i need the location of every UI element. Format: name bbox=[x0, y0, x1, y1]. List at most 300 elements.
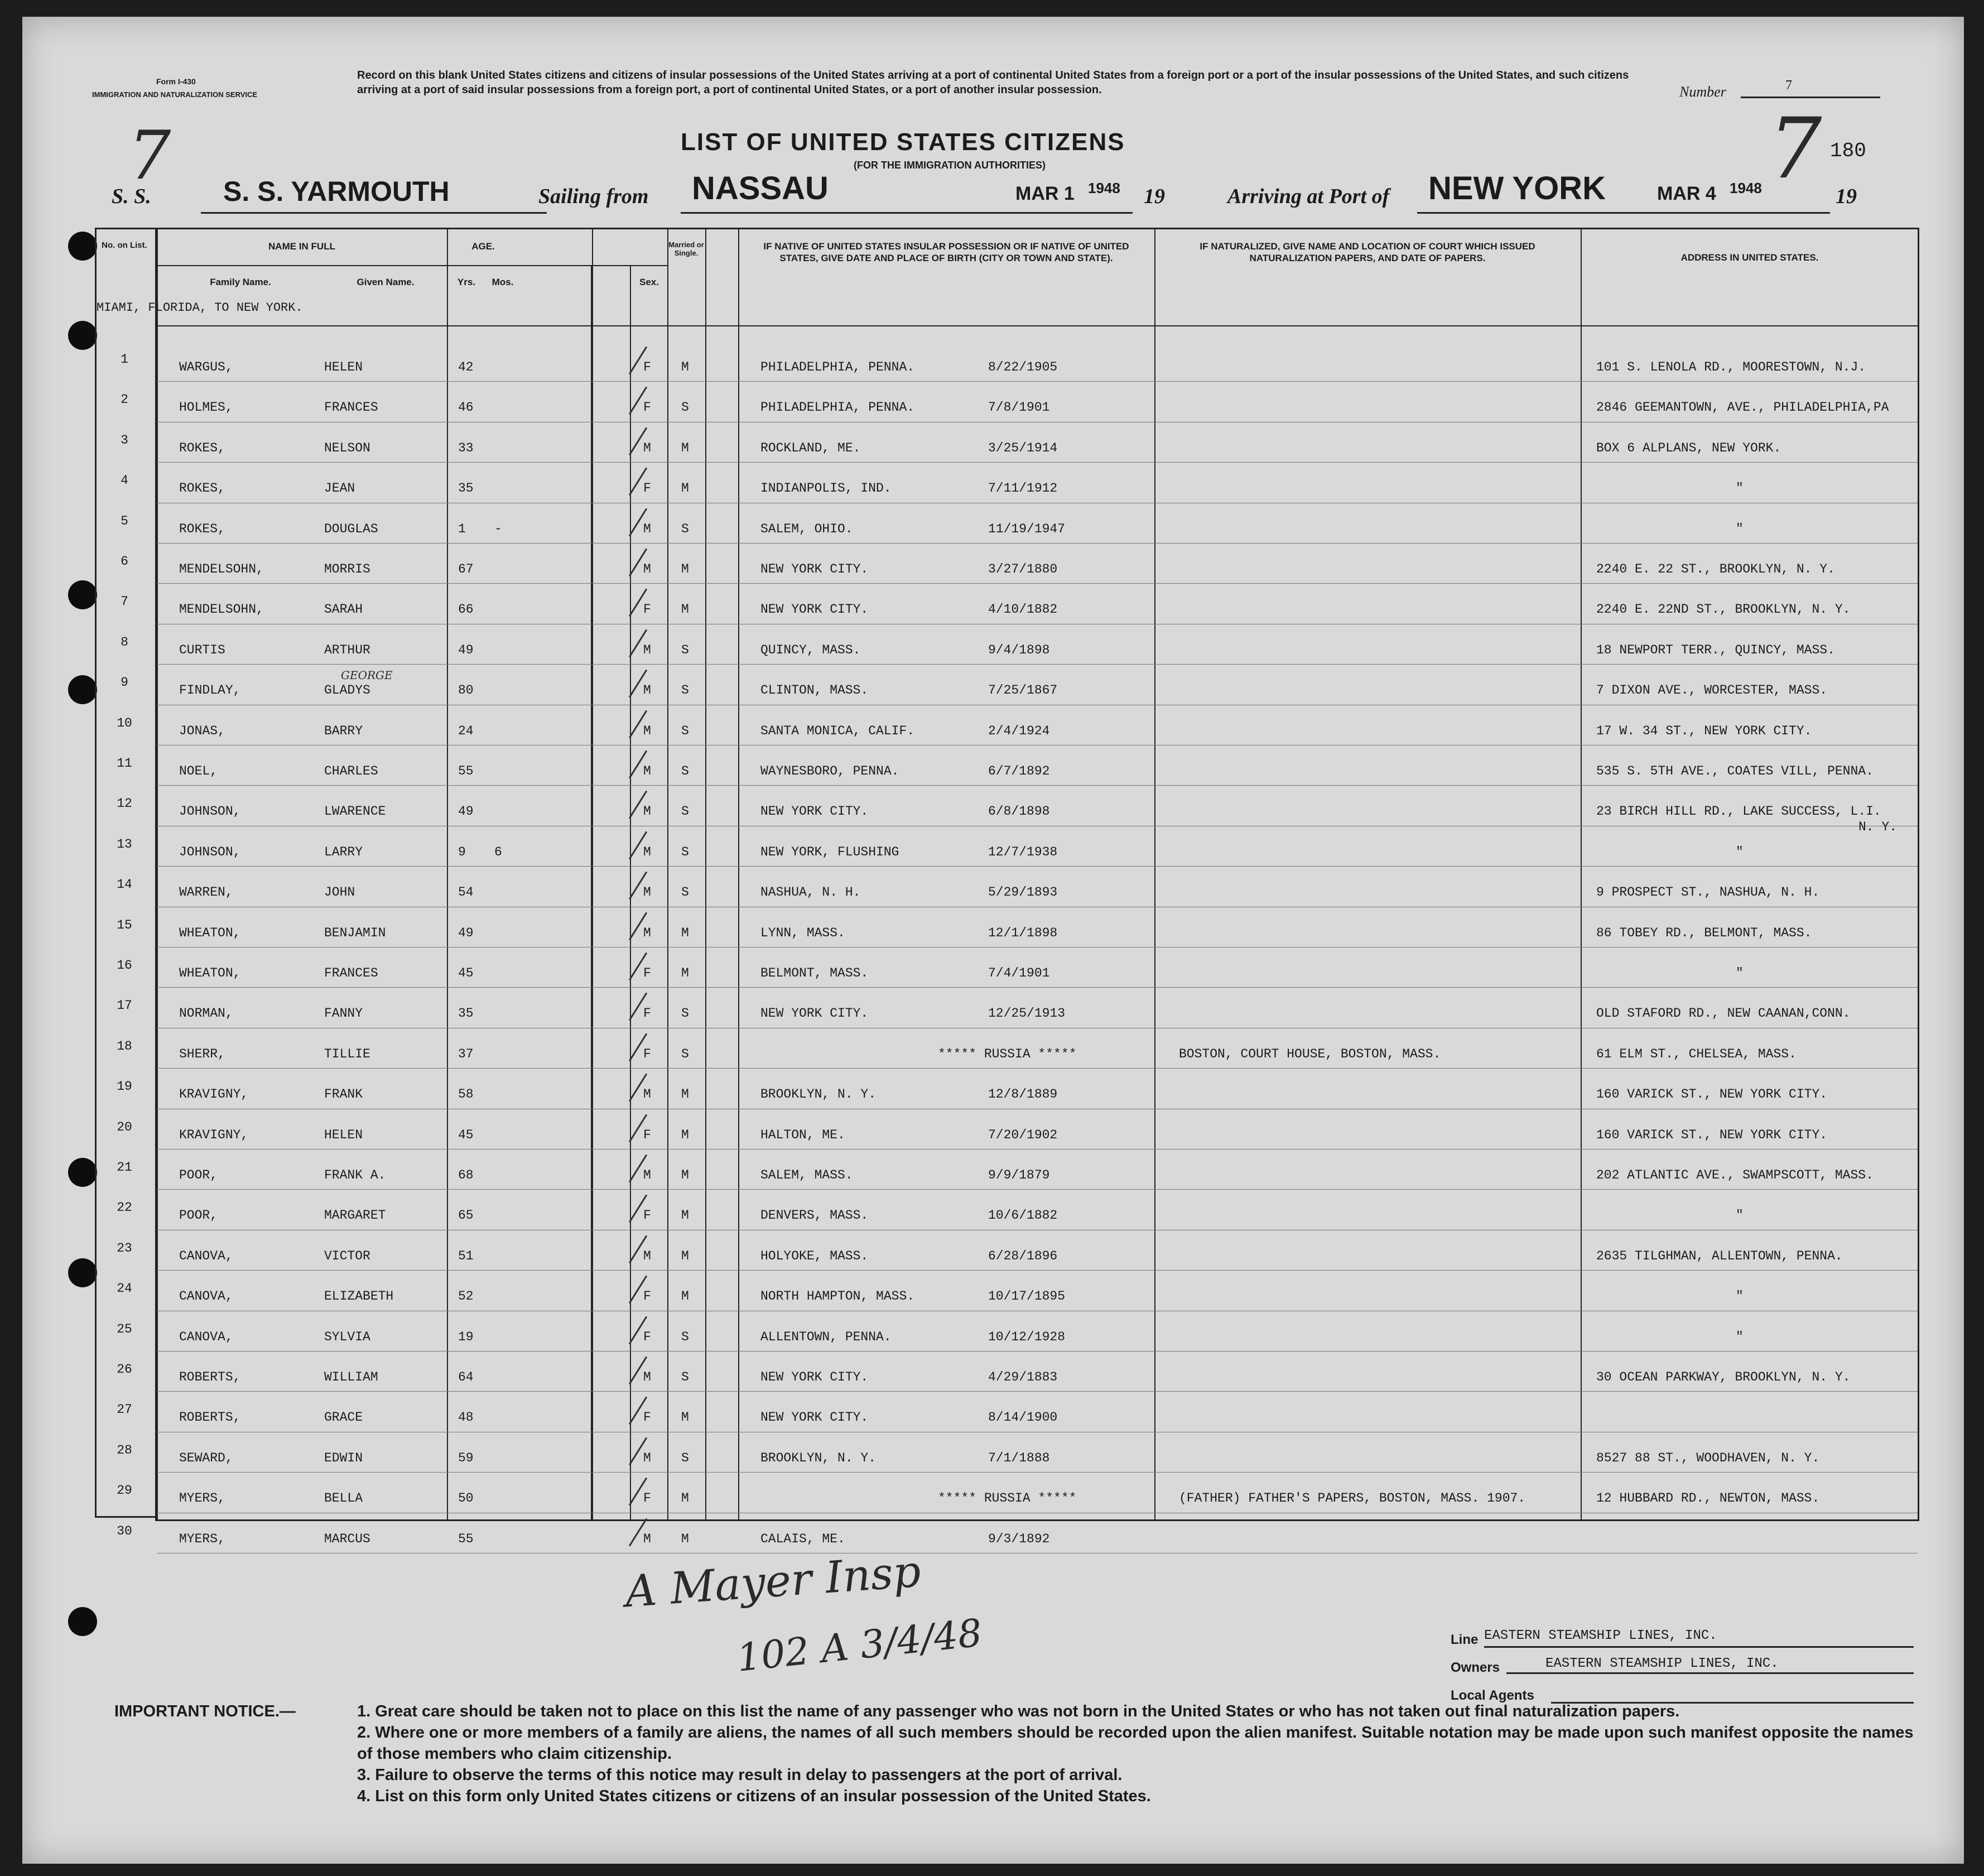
col-birth: IF NATIVE OF UNITED STATES INSULAR POSSESSION OR IF NATIVE OF UNITED STATES, GIVE DATE AND PLACE OF BIRTH (CITY OR TOWN AND STATE). bbox=[763, 241, 1129, 263]
cell-given: CHARLES bbox=[324, 764, 378, 778]
cell-family: NORMAN, bbox=[179, 1006, 233, 1021]
col-sex: Sex. bbox=[639, 277, 659, 287]
cell-ms: M bbox=[681, 1208, 689, 1223]
punch-hole bbox=[68, 232, 97, 261]
cell-date: 8/14/1900 bbox=[988, 1410, 1058, 1425]
cell-place: SALEM, OHIO. bbox=[760, 521, 853, 536]
table-row bbox=[157, 1472, 1918, 1512]
cell-family: WARREN, bbox=[179, 885, 233, 900]
cell-family: CANOVA, bbox=[179, 1289, 233, 1304]
cell-family: MENDELSOHN, bbox=[179, 602, 264, 617]
cell-ms: M bbox=[681, 360, 689, 374]
cell-place: NEW YORK, FLUSHING bbox=[760, 844, 899, 859]
cell-given: ELIZABETH bbox=[324, 1289, 394, 1304]
owners-value: EASTERN STEAMSHIP LINES, INC. bbox=[1506, 1656, 1914, 1674]
row-number: 14 bbox=[117, 877, 132, 892]
cell-family: POOR, bbox=[179, 1208, 218, 1223]
cell-yrs: 55 bbox=[458, 1531, 474, 1546]
table-row bbox=[157, 705, 1918, 745]
row-number: 30 bbox=[117, 1523, 132, 1538]
col-address: ADDRESS IN UNITED STATES. bbox=[1680, 252, 1819, 263]
row-number: 13 bbox=[117, 836, 132, 852]
notice-items bbox=[357, 1701, 1919, 1807]
cell-sex: M bbox=[643, 844, 651, 859]
cell-addr: 23 BIRCH HILL RD., LAKE SUCCESS, L.I. bbox=[1596, 804, 1881, 819]
cell-given: NELSON bbox=[324, 440, 370, 455]
cell-place: ***** RUSSIA ***** bbox=[938, 1046, 1077, 1061]
no-column bbox=[95, 228, 155, 1538]
row-number: 8 bbox=[121, 634, 128, 650]
cell-date: 7/4/1901 bbox=[988, 966, 1050, 980]
punch-hole bbox=[68, 1158, 97, 1187]
row-number: 22 bbox=[117, 1200, 132, 1215]
cell-yrs: 49 bbox=[458, 804, 474, 819]
row-number: 15 bbox=[117, 917, 132, 932]
cell-addr: " bbox=[1736, 966, 1744, 980]
sail-date: MAR 1 bbox=[1015, 183, 1075, 204]
cell-family: KRAVIGNY, bbox=[179, 1087, 249, 1102]
cell-given: MARCUS bbox=[324, 1531, 370, 1546]
cell-ms: M bbox=[681, 602, 689, 617]
col-married: Married or Single. bbox=[668, 240, 704, 257]
cell-date: 10/17/1895 bbox=[988, 1289, 1066, 1304]
cell-addr: OLD STAFORD RD., NEW CAANAN,CONN. bbox=[1596, 1006, 1851, 1021]
cell-yrs: 49 bbox=[458, 925, 474, 940]
cell-date: 9/4/1898 bbox=[988, 642, 1050, 657]
cell-sex: F bbox=[643, 1410, 651, 1425]
cell-family: WHEATON, bbox=[179, 966, 241, 980]
cell-yrs: 35 bbox=[458, 481, 474, 496]
cell-yrs: 65 bbox=[458, 1208, 474, 1223]
cell-ms: S bbox=[681, 844, 689, 859]
from-port: NASSAU bbox=[692, 170, 829, 206]
cell-nat: BOSTON, COURT HOUSE, BOSTON, MASS. bbox=[1179, 1046, 1441, 1061]
cell-place: BELMONT, MASS. bbox=[760, 966, 869, 980]
cell-family: WHEATON, bbox=[179, 925, 241, 940]
cell-place: NEW YORK CITY. bbox=[760, 602, 869, 617]
cell-yrs: 67 bbox=[458, 562, 474, 576]
cell-family: CANOVA, bbox=[179, 1329, 233, 1344]
cell-family: JONAS, bbox=[179, 723, 225, 738]
cell-place: CALAIS, ME. bbox=[760, 1531, 845, 1546]
cell-family: JOHNSON, bbox=[179, 844, 241, 859]
cell-ms: M bbox=[681, 562, 689, 576]
row-number: 20 bbox=[117, 1119, 132, 1134]
table-row bbox=[157, 1432, 1918, 1472]
cell-sex: M bbox=[643, 521, 651, 536]
cell-date: 7/20/1902 bbox=[988, 1127, 1058, 1142]
cell-place: CLINTON, MASS. bbox=[760, 683, 869, 698]
cell-mos: 6 bbox=[494, 844, 502, 859]
cell-sex: M bbox=[643, 683, 651, 698]
cell-sex: M bbox=[643, 642, 651, 657]
col-age: AGE. bbox=[471, 241, 495, 252]
cell-given: LARRY bbox=[324, 844, 363, 859]
cell-date: 6/7/1892 bbox=[988, 764, 1050, 778]
agents-label: Local Agents bbox=[1451, 1688, 1534, 1703]
arrive-year-prefix: 19 bbox=[1836, 185, 1857, 208]
punch-hole bbox=[68, 580, 97, 609]
sheet-count: 180 bbox=[1830, 140, 1866, 162]
row-number: 18 bbox=[117, 1038, 132, 1054]
cell-sex: M bbox=[643, 925, 651, 940]
cell-ms: S bbox=[681, 400, 689, 415]
cell-date: 12/8/1889 bbox=[988, 1087, 1058, 1102]
route-note: MIAMI, FLORIDA, TO NEW YORK. bbox=[97, 301, 303, 315]
notice-item: 1. Great care should be taken not to place on this list the name of any passenger who was not born in the United States or who has not taken out final naturalization papers. bbox=[357, 1702, 1680, 1720]
cell-family: CANOVA, bbox=[179, 1248, 233, 1263]
table-row bbox=[157, 1109, 1918, 1149]
cell-place: HALTON, ME. bbox=[760, 1127, 845, 1142]
cell-ms: S bbox=[681, 764, 689, 778]
cell-place: SALEM, MASS. bbox=[760, 1168, 853, 1182]
cell-ms: M bbox=[681, 1168, 689, 1182]
cell-date: 7/25/1867 bbox=[988, 683, 1058, 698]
cell-given: FANNY bbox=[324, 1006, 363, 1021]
cell-sex: F bbox=[643, 1491, 651, 1506]
cell-family: KRAVIGNY, bbox=[179, 1127, 249, 1142]
cell-given: WILLIAM bbox=[324, 1370, 378, 1384]
row-number: 12 bbox=[117, 796, 132, 811]
cell-addr: 202 ATLANTIC AVE., SWAMPSCOTT, MASS. bbox=[1596, 1168, 1874, 1182]
cell-family: MENDELSOHN, bbox=[179, 562, 264, 576]
cell-addr-cont: N. Y. bbox=[1858, 820, 1898, 835]
cell-sex: F bbox=[643, 481, 651, 496]
col-family-name: Family Name. bbox=[210, 277, 271, 287]
cell-given: JOHN bbox=[324, 885, 355, 900]
cell-place: NORTH HAMPTON, MASS. bbox=[760, 1289, 915, 1304]
cell-sex: M bbox=[643, 804, 651, 819]
cell-addr: 30 OCEAN PARKWAY, BROOKLYN, N. Y. bbox=[1596, 1370, 1851, 1384]
cell-given: EDWIN bbox=[324, 1450, 363, 1465]
cell-addr: 8527 88 ST., WOODHAVEN, N. Y. bbox=[1596, 1450, 1820, 1465]
cell-place: DENVERS, MASS. bbox=[760, 1208, 869, 1223]
table-row bbox=[157, 826, 1918, 866]
cell-date: 9/3/1892 bbox=[988, 1531, 1050, 1546]
arrive-date-line bbox=[1657, 179, 1830, 214]
row-number: 4 bbox=[121, 473, 128, 488]
cell-yrs: 50 bbox=[458, 1491, 474, 1506]
cell-addr: 7 DIXON AVE., WORCESTER, MASS. bbox=[1596, 683, 1828, 698]
cell-family: HOLMES, bbox=[179, 400, 233, 415]
cell-ms: M bbox=[681, 1248, 689, 1263]
cell-sex: F bbox=[643, 400, 651, 415]
cell-family: FINDLAY, bbox=[179, 683, 241, 698]
cell-sex: M bbox=[643, 1248, 651, 1263]
table-row bbox=[157, 1028, 1918, 1068]
cell-place: NEW YORK CITY. bbox=[760, 1006, 869, 1021]
cell-addr: " bbox=[1736, 1329, 1744, 1344]
cell-ms: S bbox=[681, 521, 689, 536]
punch-hole bbox=[68, 321, 97, 350]
table-row bbox=[157, 1149, 1918, 1189]
table-row bbox=[157, 462, 1918, 502]
cell-sex: M bbox=[643, 1087, 651, 1102]
agency-name: IMMIGRATION AND NATURALIZATION SERVICE bbox=[92, 90, 258, 99]
row-number: 29 bbox=[117, 1483, 132, 1498]
cell-yrs: 35 bbox=[458, 1006, 474, 1021]
cell-place: SANTA MONICA, CALIF. bbox=[760, 723, 915, 738]
table-row bbox=[157, 1068, 1918, 1108]
table-row bbox=[157, 543, 1918, 583]
cell-sex: F bbox=[643, 1329, 651, 1344]
cell-date: 10/6/1882 bbox=[988, 1208, 1058, 1223]
page-title: LIST OF UNITED STATES CITIZENS bbox=[681, 128, 1125, 156]
sailing-label: Sailing from bbox=[538, 185, 649, 208]
cell-given: SARAH bbox=[324, 602, 363, 617]
cell-date: 11/19/1947 bbox=[988, 521, 1066, 536]
cell-ms: M bbox=[681, 1087, 689, 1102]
cell-date: 7/1/1888 bbox=[988, 1450, 1050, 1465]
cell-given: GRACE bbox=[324, 1410, 363, 1425]
cell-given: VICTOR bbox=[324, 1248, 370, 1263]
handwritten-number-left: 7 bbox=[128, 117, 171, 195]
cell-yrs: 64 bbox=[458, 1370, 474, 1384]
to-port-line bbox=[1417, 170, 1657, 214]
cell-yrs: 48 bbox=[458, 1410, 474, 1425]
row-number: 5 bbox=[121, 513, 128, 528]
cell-family: ROKES, bbox=[179, 521, 225, 536]
sail-year-stamp: 1948 bbox=[1088, 180, 1120, 196]
cell-date: 12/25/1913 bbox=[988, 1006, 1066, 1021]
row-number: 23 bbox=[117, 1240, 132, 1256]
cell-addr: " bbox=[1736, 844, 1744, 859]
cell-date: 3/27/1880 bbox=[988, 562, 1058, 576]
number-value: 7 bbox=[1741, 78, 1880, 98]
table-row bbox=[157, 422, 1918, 462]
cell-ms: S bbox=[681, 642, 689, 657]
cell-addr: BOX 6 ALPLANS, NEW YORK. bbox=[1596, 440, 1781, 455]
col-age-yrs: Yrs. bbox=[457, 277, 476, 287]
row-number: 16 bbox=[117, 958, 132, 973]
cell-date: 8/22/1905 bbox=[988, 360, 1058, 374]
cell-addr: 61 ELM ST., CHELSEA, MASS. bbox=[1596, 1046, 1797, 1061]
cell-sex: M bbox=[643, 1168, 651, 1182]
cell-date: 6/28/1896 bbox=[988, 1248, 1058, 1263]
table-row bbox=[157, 624, 1918, 664]
cell-ms: M bbox=[681, 1289, 689, 1304]
cell-place: ***** RUSSIA ***** bbox=[938, 1491, 1077, 1506]
from-port-line bbox=[681, 170, 993, 214]
cell-yrs: 55 bbox=[458, 764, 474, 778]
cell-family: MYERS, bbox=[179, 1531, 225, 1546]
col-naturalized: IF NATURALIZED, GIVE NAME AND LOCATION OF COURT WHICH ISSUED NATURALIZATION PAPERS, AND DATE OF PAPERS. bbox=[1200, 241, 1535, 263]
cell-date: 10/12/1928 bbox=[988, 1329, 1066, 1344]
cell-ms: S bbox=[681, 804, 689, 819]
cell-sex: M bbox=[643, 764, 651, 778]
cell-family: NOEL, bbox=[179, 764, 218, 778]
cell-yrs: 37 bbox=[458, 1046, 474, 1061]
ship-name-line bbox=[201, 176, 547, 214]
cell-sex: F bbox=[643, 1289, 651, 1304]
table-row bbox=[157, 664, 1918, 704]
table-row bbox=[157, 1391, 1918, 1431]
cell-ms: M bbox=[681, 1410, 689, 1425]
cell-addr: 18 NEWPORT TERR., QUINCY, MASS. bbox=[1596, 642, 1835, 657]
cell-ms: S bbox=[681, 1450, 689, 1465]
row-number: 9 bbox=[121, 675, 128, 690]
row-number: 7 bbox=[121, 594, 128, 609]
cell-given: ARTHUR bbox=[324, 642, 370, 657]
row-number: 3 bbox=[121, 432, 128, 448]
cell-place: QUINCY, MASS. bbox=[760, 642, 861, 657]
cell-yrs: 19 bbox=[458, 1329, 474, 1344]
cell-ms: S bbox=[681, 885, 689, 900]
cell-family: WARGUS, bbox=[179, 360, 233, 374]
cell-mos: - bbox=[494, 521, 502, 536]
cell-yrs: 46 bbox=[458, 400, 474, 415]
notice-item: 4. List on this form only United States citizens or citizens of an insular possession of the United States. bbox=[357, 1787, 1151, 1805]
col-age-mos: Mos. bbox=[492, 277, 514, 287]
cell-yrs: 52 bbox=[458, 1289, 474, 1304]
table-row bbox=[157, 866, 1918, 906]
cell-place: PHILADELPHIA, PENNA. bbox=[760, 400, 915, 415]
sail-year-prefix: 19 bbox=[1144, 185, 1165, 208]
cell-ms: M bbox=[681, 966, 689, 980]
cell-sex: M bbox=[643, 723, 651, 738]
col-no: No. on List. bbox=[102, 240, 147, 250]
cell-given: HELEN bbox=[324, 360, 363, 374]
notice-item: 2. Where one or more members of a family are aliens, the names of all such members should be recorded upon the alien manifest. Suitable notation may be made upon such manifest opposite the names of those members who claim citizenship. bbox=[357, 1724, 1914, 1763]
cell-family: ROBERTS, bbox=[179, 1410, 241, 1425]
cell-yrs: 9 bbox=[458, 844, 466, 859]
row-number: 1 bbox=[121, 352, 128, 367]
table-row bbox=[157, 785, 1918, 835]
cell-given: GLADYS bbox=[324, 683, 370, 698]
table-row bbox=[157, 987, 1918, 1027]
cell-ms: M bbox=[681, 481, 689, 496]
cell-date: 2/4/1924 bbox=[988, 723, 1050, 738]
cell-sex: M bbox=[643, 1531, 651, 1546]
owners-label: Owners bbox=[1451, 1660, 1500, 1675]
given-name-correction: GEORGE bbox=[341, 668, 393, 682]
table-row bbox=[157, 1311, 1918, 1351]
cell-sex: F bbox=[643, 602, 651, 617]
cell-place: PHILADELPHIA, PENNA. bbox=[760, 360, 915, 374]
cell-sex: F bbox=[643, 966, 651, 980]
cell-given: JEAN bbox=[324, 481, 355, 496]
page-subtitle: (FOR THE IMMIGRATION AUTHORITIES) bbox=[854, 160, 1046, 171]
col-name-in-full: NAME IN FULL bbox=[268, 241, 335, 252]
table-row bbox=[157, 381, 1918, 421]
cell-yrs: 66 bbox=[458, 602, 474, 617]
cell-addr: " bbox=[1736, 481, 1744, 496]
ss-label: S. S. bbox=[112, 185, 151, 208]
row-number: 10 bbox=[117, 715, 132, 730]
cell-sex: M bbox=[643, 1450, 651, 1465]
cell-addr: 160 VARICK ST., NEW YORK CITY. bbox=[1596, 1087, 1828, 1102]
cell-addr: 86 TOBEY RD., BELMONT, MASS. bbox=[1596, 925, 1812, 940]
cell-ms: M bbox=[681, 925, 689, 940]
table-row bbox=[157, 1189, 1918, 1229]
cell-yrs: 1 bbox=[458, 521, 466, 536]
cell-place: ALLENTOWN, PENNA. bbox=[760, 1329, 892, 1344]
cell-yrs: 68 bbox=[458, 1168, 474, 1182]
cell-family: MYERS, bbox=[179, 1491, 225, 1506]
row-number: 27 bbox=[117, 1402, 132, 1417]
col-given-name: Given Name. bbox=[357, 277, 415, 287]
table-row bbox=[157, 947, 1918, 987]
cell-addr: 160 VARICK ST., NEW YORK CITY. bbox=[1596, 1127, 1828, 1142]
sail-date-line bbox=[993, 179, 1133, 214]
table-row bbox=[157, 583, 1918, 623]
cell-given: HELEN bbox=[324, 1127, 363, 1142]
cell-sex: F bbox=[643, 1046, 651, 1061]
cell-given: BELLA bbox=[324, 1491, 363, 1506]
arriving-label: Arriving at Port of bbox=[1227, 185, 1390, 208]
cell-addr: 2846 GEEMANTOWN, AVE., PHILADELPHIA,PA bbox=[1596, 400, 1889, 415]
cell-addr: 535 S. 5TH AVE., COATES VILL, PENNA. bbox=[1596, 764, 1874, 778]
cell-place: NASHUA, N. H. bbox=[760, 885, 861, 900]
cell-yrs: 45 bbox=[458, 1127, 474, 1142]
cell-nat: (FATHER) FATHER'S PAPERS, BOSTON, MASS. 1907. bbox=[1179, 1491, 1526, 1506]
cell-sex: F bbox=[643, 1006, 651, 1021]
cell-ms: M bbox=[681, 1127, 689, 1142]
cell-date: 4/29/1883 bbox=[988, 1370, 1058, 1384]
cell-place: BROOKLYN, N. Y. bbox=[760, 1450, 877, 1465]
cell-sex: M bbox=[643, 885, 651, 900]
cell-addr: 101 S. LENOLA RD., MOORESTOWN, N.J. bbox=[1596, 360, 1866, 374]
cell-given: FRANK A. bbox=[324, 1168, 386, 1182]
cell-given: MORRIS bbox=[324, 562, 370, 576]
table-row bbox=[157, 745, 1918, 785]
cell-date: 12/1/1898 bbox=[988, 925, 1058, 940]
row-number: 17 bbox=[117, 998, 132, 1013]
cell-addr: 2240 E. 22ND ST., BROOKLYN, N. Y. bbox=[1596, 602, 1851, 617]
ship-name: S. S. YARMOUTH bbox=[223, 176, 450, 207]
cell-family: JOHNSON, bbox=[179, 804, 241, 819]
cell-sex: M bbox=[643, 1370, 651, 1384]
table-row bbox=[157, 1230, 1918, 1270]
cell-ms: S bbox=[681, 683, 689, 698]
line-label: Line bbox=[1451, 1632, 1479, 1647]
cell-place: NEW YORK CITY. bbox=[760, 804, 869, 819]
notice-heading: IMPORTANT NOTICE.— bbox=[114, 1702, 296, 1720]
cell-date: 12/7/1938 bbox=[988, 844, 1058, 859]
cell-given: FRANCES bbox=[324, 400, 378, 415]
cell-ms: S bbox=[681, 1370, 689, 1384]
cell-sex: M bbox=[643, 562, 651, 576]
row-number: 28 bbox=[117, 1442, 132, 1457]
cell-yrs: 54 bbox=[458, 885, 474, 900]
form-instructions: Record on this blank United States citizens and citizens of insular possessions of the United States arriving at a port of continental United States from a foreign port or a port of the insular possessions of the United States, and such citizens arriving at a port of said insular possessions from a foreign port, a port of continental United States, or a port of another insular possession. bbox=[357, 69, 1629, 96]
cell-date: 7/8/1901 bbox=[988, 400, 1050, 415]
cell-date: 9/9/1879 bbox=[988, 1168, 1050, 1182]
cell-ms: S bbox=[681, 1006, 689, 1021]
cell-place: BROOKLYN, N. Y. bbox=[760, 1087, 877, 1102]
arrive-date: MAR 4 bbox=[1657, 183, 1716, 204]
cell-place: ROCKLAND, ME. bbox=[760, 440, 861, 455]
cell-given: FRANK bbox=[324, 1087, 363, 1102]
table-row bbox=[157, 907, 1918, 947]
punch-hole bbox=[68, 1258, 97, 1287]
handwritten-date-note: 102 A 3/4/48 bbox=[735, 1611, 984, 1681]
table-row bbox=[157, 1351, 1918, 1391]
cell-addr: 12 HUBBARD RD., NEWTON, MASS. bbox=[1596, 1491, 1820, 1506]
row-number: 2 bbox=[121, 392, 128, 407]
cell-given: LWARENCE bbox=[324, 804, 386, 819]
cell-addr: " bbox=[1736, 1208, 1744, 1223]
cell-date: 6/8/1898 bbox=[988, 804, 1050, 819]
row-number: 21 bbox=[117, 1160, 132, 1175]
cell-addr: 2635 TILGHMAN, ALLENTOWN, PENNA. bbox=[1596, 1248, 1843, 1263]
form-number: Form I-430 bbox=[156, 77, 196, 86]
cell-family: SEWARD, bbox=[179, 1450, 233, 1465]
cell-place: NEW YORK CITY. bbox=[760, 562, 869, 576]
inspector-signature: A Mayer Insp bbox=[623, 1546, 923, 1618]
cell-yrs: 45 bbox=[458, 966, 474, 980]
row-number: 6 bbox=[121, 554, 128, 569]
